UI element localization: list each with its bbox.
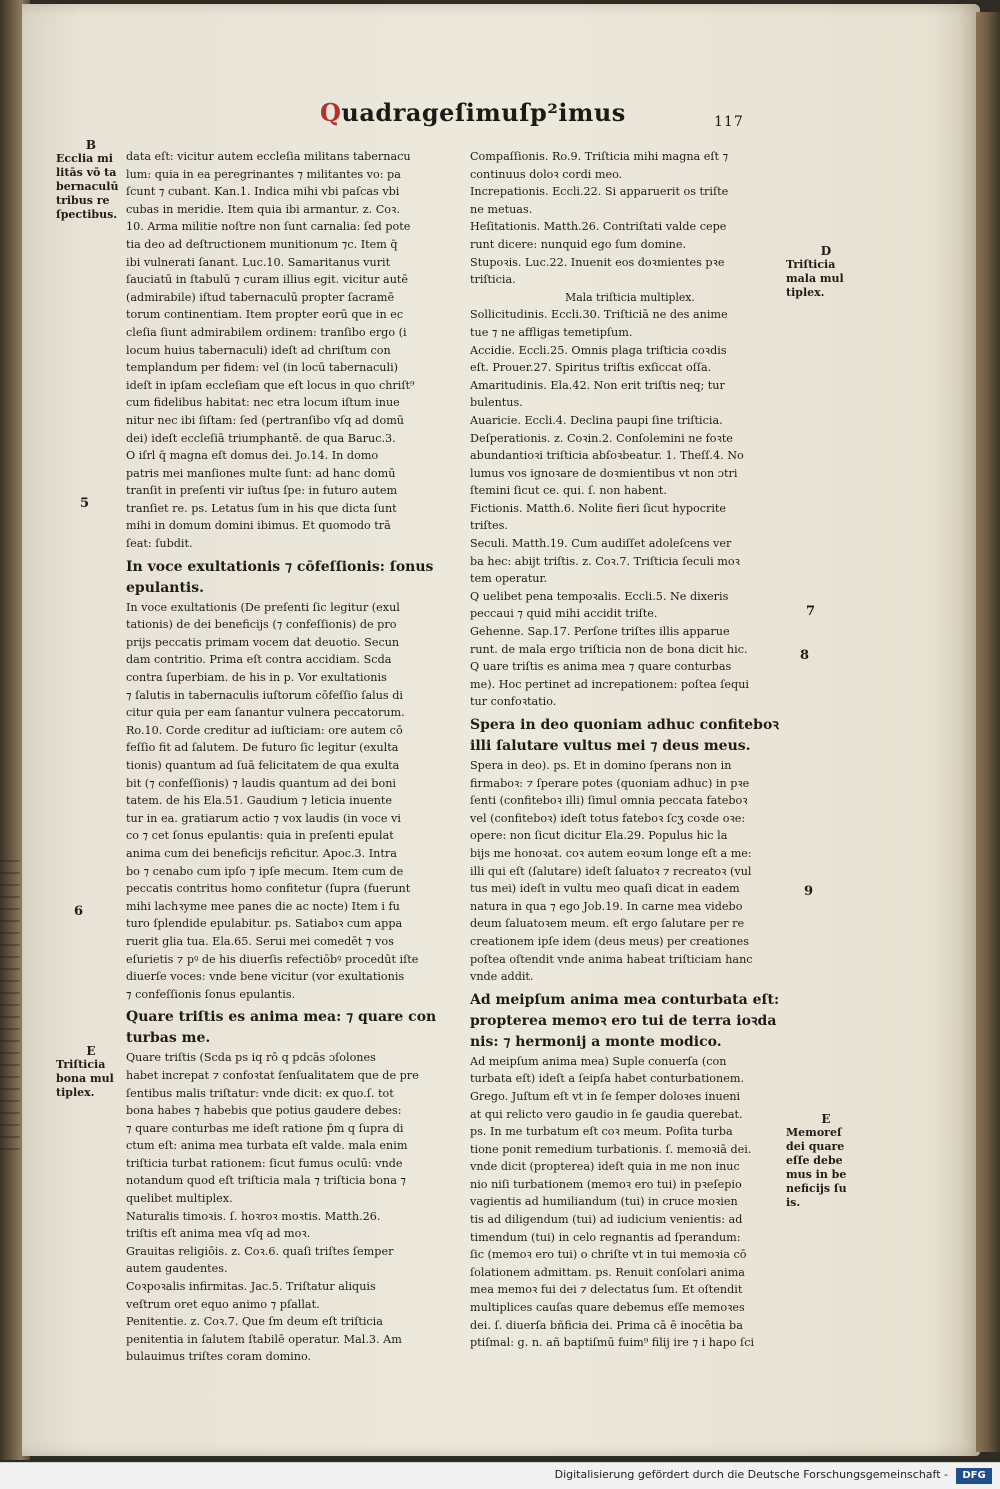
heading-line: In voce exultationis ⁊ cōfeſſionis: ſonus [126, 558, 434, 575]
text-line: abundantioꝛi triſticia abſoꝛbeatur. 1. Theſſ.4. No [470, 449, 744, 463]
margin-number: 6 [74, 904, 84, 919]
section-heading [126, 557, 444, 599]
text-line: cubas in meridie. Item quia ibi armantur. z. Coꝛ. [126, 202, 400, 216]
text-line: tis ad diligendum (tui) ad iudicium venientis: ad [470, 1213, 743, 1227]
text-line: ne metuas. [470, 202, 533, 216]
heading-line: epulantis. [126, 579, 204, 596]
text-line: ba hec: abijt triſtis. z. Coꝛ.7. Triſticia ſeculi moꝛ [470, 554, 740, 568]
facing-page-bleed [0, 860, 20, 1160]
heading-line: nis: ⁊ hermonij a monte modico. [470, 1033, 722, 1050]
text-line: lumus vos ignoꝛare de doꝛmientibus vt non ɔtri [470, 466, 738, 480]
text-line: Naturalis timoꝛis. ſ. hoꝛroꝛ moꝛtis. Matth.26. [126, 1209, 381, 1223]
text-line: nitur nec ibi ſiſtam: ſed (pertranſibo vſq ad domū [126, 413, 405, 427]
text-line: ſtemini ſicut ce. qui. ſ. non habent. [470, 484, 667, 498]
text-line: ⁊ quare conturbas me ideſt ratione p̄m q ſupra di [126, 1121, 404, 1135]
running-head [320, 98, 650, 127]
margin-note-line: eſſe debe [786, 1154, 843, 1167]
text-line: ſentibus malis triſtatur: vnde dicit: ex quo.ſ. tot [126, 1086, 394, 1100]
text-line: vel (confiteboꝛ) ideſt totus fateboꝛ ſcʒ coꝛde oꝛe: [470, 811, 746, 825]
text-line: ſic (memoꝛ ero tui) o chriſte vt in tui memoꝛia cō [470, 1248, 747, 1262]
heading-line: illi ſalutare vultus mei ⁊ deus meus. [470, 738, 751, 754]
text-line: patris mei manſiones multe ſunt: ad hanc domū [126, 466, 396, 480]
text-line: lum: quia in ea peregrinantes ⁊ militantes vo: pa [126, 167, 401, 181]
text-line: Heſitationis. Matth.26. Contriſtati valde cepe [470, 220, 727, 234]
running-head-text: uadrageſimuſp²imus [341, 98, 626, 127]
margin-letter: B [85, 138, 97, 152]
text-line: poſtea oſtendit vnde anima habeat triſticiam hanc [470, 952, 753, 966]
margin-note-line: Ecclia mi [56, 152, 113, 165]
text-line: opere: non ſicut dicitur Ela.29. Populus hic la [470, 829, 728, 843]
text-line: tus mei) ideſt in vultu meo quaſi dicat in eadem [470, 882, 740, 896]
section-heading [470, 990, 790, 1053]
text-line: vnde dicit (propterea) ideſt quia in me non inuc [470, 1160, 740, 1174]
text-line: bulauimus triſtes coram domino. [126, 1350, 312, 1364]
text-line: tatem. de his Ela.51. Gaudium ⁊ leticia inuente [126, 794, 393, 808]
text-line: runt dicere: nunquid ego ſum domine. [470, 237, 687, 251]
text-line: Ad meipſum anima mea) Suple conuerſa (con [470, 1054, 727, 1068]
text-line: peccatis contritus homo confitetur (ſupra (fuerunt [126, 882, 411, 896]
text-line: penitentia in ſalutem ſtabilē operatur. Mal.3. Am [126, 1332, 402, 1346]
text-line: ctum eſt: anima mea turbata eſt valde. mala enim [126, 1139, 408, 1153]
text-line: vnde addit. [470, 970, 534, 984]
margin-letter: E [86, 1044, 96, 1058]
paragraph [126, 599, 444, 1004]
margin-note-d [786, 244, 866, 300]
margin-note-line: bernaculū [56, 180, 119, 193]
text-line: tione ponit remedium turbationis. ſ. memoꝛiā dei. [470, 1142, 752, 1156]
margin-note-e [56, 1044, 126, 1100]
margin-note-e2 [786, 1112, 866, 1210]
text-line: locum huius tabernaculi) ideſt ad chriſtum con [126, 343, 391, 357]
subheading: Mala triſticia multiplex. [565, 290, 695, 304]
margin-number: 5 [80, 496, 90, 511]
text-line: Deſperationis. z. Coꝛin.2. Conſolemini ne foꝛte [470, 431, 733, 445]
text-line: tionis) quantum ad ſuā felicitatem de qua exulta [126, 759, 400, 772]
text-line: Ro.10. Corde creditur ad iuſticiam: ore autem cō [126, 723, 403, 737]
text-line: Q uare triſtis es anima mea ⁊ quare conturbas [470, 660, 732, 674]
margin-number: 9 [804, 884, 814, 899]
paragraph [470, 306, 790, 711]
text-line: turo ſplendide epulabitur. ps. Satiaboꝛ cum appa [126, 917, 403, 931]
text-line: Grauitas religiōis. z. Coꝛ.6. quaſi triſtes ſemper [126, 1244, 394, 1258]
text-line: Stupoꝛis. Luc.22. Inuenit eos doꝛmientes pꝛe [470, 255, 725, 269]
text-line: deum ſaluatoꝛem meum. eſt ergo ſalutare per re [470, 917, 745, 931]
text-line: prijs peccatis primam vocem dat deuotio. Secun [126, 635, 400, 649]
text-line: autem gaudentes. [126, 1262, 228, 1276]
margin-note-line: Memoreſ [786, 1126, 842, 1139]
paragraph [470, 148, 790, 289]
text-line: eſt. Prouer.27. Spiritus triſtis exſiccat oſſa. [470, 361, 712, 375]
text-line: tem operatur. [470, 572, 548, 586]
text-line: tur confoꝛtatio. [470, 695, 557, 709]
margin-note-line: mala mul [786, 272, 844, 285]
text-line: Grego. Juſtum eſt vt in ſe ſemper doloꝛes inueni [470, 1089, 741, 1103]
text-line: Quare triſtis (Scda ps iq rō q pdcās ɔſolones [126, 1051, 376, 1065]
text-line: cum fidelibus habitat: nec etra locum iſtum inue [126, 396, 400, 410]
footer-credit: Digitalisierung gefördert durch die Deutsche Forschungsgemeinschaft - [554, 1468, 948, 1481]
heading-line: Quare triſtis es anima mea: ⁊ quare con [126, 1009, 437, 1026]
text-line: quelibet multiplex. [126, 1192, 233, 1206]
text-line: timendum (tui) in celo regnantis ad ſperandum: [470, 1230, 741, 1244]
footer-bar [0, 1462, 1000, 1489]
text-line: cleſia ſiunt admirabilem ordinem: tranſibo ergo (i [126, 325, 407, 339]
margin-note-b [56, 138, 126, 222]
text-line: bo ⁊ cenabo cum ipſo ⁊ ipſe mecum. Item cum de [126, 864, 404, 878]
text-column-right [470, 148, 790, 1352]
margin-note-line: mus in be [786, 1168, 847, 1181]
folio-number: 117 [714, 114, 744, 130]
text-line: Sollicitudinis. Eccli.30. Triſticiā ne des anime [470, 308, 728, 322]
text-line: citur quia per eam ſanantur vulnera peccatorum. [126, 706, 405, 720]
text-line: firmaboꝛ: ⁊ ſperare potes (quoniam adhuc) in pꝛe [470, 776, 750, 790]
text-line: bona habes ⁊ habebis que potius gaudere debes: [126, 1104, 402, 1118]
text-line: creationem ipſe idem (deus meus) per creationes [470, 934, 749, 948]
margin-letter: E [821, 1112, 831, 1126]
text-line: tationis) de dei beneficijs (⁊ confeſſionis) de pro [126, 618, 397, 632]
running-head-initial: Q [320, 98, 342, 127]
margin-number: 8 [800, 648, 810, 663]
text-column-left [126, 148, 444, 1366]
text-line: natura in qua ⁊ ego Job.19. In carne mea videbo [470, 899, 743, 913]
margin-note-line: dei quare [786, 1140, 845, 1153]
text-line: veſtrum oret equo animo ⁊ pſallat. [126, 1297, 320, 1311]
text-line: me). Hoc pertinet ad increpationem: poſtea ſequi [470, 677, 749, 691]
text-line: Amaritudinis. Ela.42. Non erit triſtis neq; tur [470, 378, 725, 392]
text-line: turbata eſt) ideſt a ſeipſa habet conturbationem. [470, 1072, 745, 1086]
text-line: dam contritio. Prima eſt contra accidiam. Scda [126, 653, 392, 667]
text-line: ptiſmal: g. n. añ baptiſmū fuim⁹ filij ire ⁊ i hapo ſci [470, 1336, 755, 1350]
text-line: eſurietis ⁊ pꝰ de his diuerſis refectiōbꝰ procedūt iſte [126, 952, 419, 966]
heading-line: propterea memoꝛ ero tui de terra ioꝛda [470, 1012, 777, 1029]
text-line: continuus doloꝛ cordi meo. [470, 167, 623, 181]
dfg-logo: DFG [956, 1468, 992, 1484]
text-line: ⁊ ſalutis in tabernaculis iuſtorum cōfeſſio ſalus di [126, 688, 403, 702]
text-line: multiplices cauſas quare debemus eſſe memoꝛes [470, 1301, 745, 1315]
text-line: triſtes. [470, 519, 508, 533]
text-line: ſcunt ⁊ cubant. Kan.1. Indica mihi vbi paſcas vbi [126, 185, 400, 199]
text-line: feſſio fit ad ſalutem. De futuro ſic legitur (exulta [126, 741, 399, 755]
text-line: tia deo ad deſtructionem munitionum ⁊c. Item q̄ [126, 237, 398, 251]
text-line: vagientis ad humiliandum (tui) in cruce moꝛien [470, 1195, 738, 1209]
paragraph [470, 1053, 790, 1352]
margin-note-line: neficijs ſu [786, 1182, 847, 1195]
text-line: Spera in deo). ps. Et in domino ſperans non in [470, 759, 732, 772]
margin-note-line: tiplex. [56, 1086, 95, 1099]
text-line: bit (⁊ confeſſionis) ⁊ laudis quantum ad dei boni [126, 776, 396, 790]
text-line: contra ſuperbiam. de his in p. Vor exultationis [126, 671, 387, 685]
margin-note-line: tribus re [56, 194, 110, 207]
text-line: Gehenne. Sap.17. Perſone triſtes illis apparue [470, 625, 730, 639]
heading-line: Ad meipſum anima mea conturbata eſt: [470, 991, 780, 1008]
margin-number: 7 [806, 604, 816, 619]
text-line: dei) ideſt eccleſiā triumphantē. de qua Baruc.3. [126, 431, 396, 445]
text-line: triſtis eſt anima mea vſq ad moꝛ. [126, 1227, 311, 1241]
text-line: ſauciatū in ſtabulū ⁊ curam illius egit. vicitur autē [126, 273, 409, 287]
text-line: ſeat: ſubdit. [126, 537, 193, 551]
margin-note-line: bona mul [56, 1072, 114, 1085]
text-line: Compaſſionis. Ro.9. Triſticia mihi magna eſt ⁊ [470, 150, 729, 163]
text-line: habet increpat ⁊ confoꝛtat ſenſualitatem que de pre [126, 1068, 419, 1082]
text-line: Q uelibet pena tempoꝛalis. Eccli.5. Ne dixeris [470, 589, 729, 603]
text-line: mihi in domum domini ibimus. Et quomodo trā [126, 519, 391, 533]
text-line: triſticia. [470, 273, 516, 287]
text-line: bulentus. [470, 396, 523, 410]
text-line: tue ⁊ ne affligas temetipſum. [470, 325, 633, 339]
text-line: templandum per fidem: vel (in locū tabernaculi) [126, 361, 399, 375]
text-line: peccaui ⁊ quid mihi accidit triſte. [470, 607, 658, 621]
margin-letter: D [820, 244, 832, 258]
text-line: Increpationis. Eccli.22. Si apparuerit os triſte [470, 185, 729, 199]
section-heading [126, 1007, 444, 1049]
text-line: ideſt in ipſam eccleſiam que eſt locus in quo chriſt⁹ [126, 378, 415, 392]
text-line: (admirabile) iſtud tabernaculū propter ſacramē [126, 290, 395, 304]
text-line: tranſit in preſenti vir iuſtus ſpe: in futuro autem [126, 484, 398, 498]
text-line: Accidie. Eccli.25. Omnis plaga triſticia coꝛdis [470, 343, 727, 357]
text-line: mea memoꝛ fui dei ⁊ delectatus ſum. Et oſtendit [470, 1283, 743, 1297]
text-line: Auaricie. Eccli.4. Declina paupi ſine triſticia. [470, 413, 723, 427]
text-line: mihi lachꝛyme mee panes die ac nocte) Item i fu [126, 899, 400, 913]
text-line: nio niſi turbationem (memoꝛ ero tui) in pꝛeſepio [470, 1177, 742, 1191]
paragraph [126, 1049, 444, 1366]
text-line: ſolationem admittam. ps. Renuit conſolari anima [470, 1265, 745, 1279]
text-line: Fictionis. Matth.6. Nolite fieri ſicut hypocrite [470, 501, 727, 515]
text-line: ps. In me turbatum eſt coꝛ meum. Poſita turba [470, 1125, 733, 1139]
text-line: ibi vulnerati ſanant. Luc.10. Samaritanus vurit [126, 255, 391, 269]
heading-line: Spera in deo quoniam adhuc confiteboꝛ [470, 717, 779, 733]
text-line: runt. de mala ergo triſticia non de bona dicit hic. [470, 642, 748, 656]
text-line: 10. Arma militie noſtre non ſunt carnalia: ſed pote [126, 220, 411, 234]
text-line: data eſt: vicitur autem eccleſia militans tabernacu [126, 150, 411, 163]
margin-note-line: litās vō ta [56, 166, 117, 179]
text-line: at qui relicto vero gaudio in ſe gaudia querebat. [470, 1107, 743, 1121]
text-line: Coꝛpoꝛalis infirmitas. Jac.5. Triſtatur aliquis [126, 1280, 376, 1294]
text-line: O iſrl q̄ magna eſt domus dei. Jo.14. In domo [126, 449, 379, 463]
text-line: ſenti (confiteboꝛ illi) ſimul omnia peccata fateboꝛ [470, 794, 748, 808]
text-line: anima cum dei beneficijs reficitur. Apoc.3. Intra [126, 846, 397, 860]
text-line: co ⁊ cet ſonus epulantis: quia in preſenti epulat [126, 829, 394, 843]
text-line: ⁊ confeſſionis ſonus epulantis. [126, 987, 296, 1001]
text-line: Seculi. Matth.19. Cum audiſſet adoleſcens ver [470, 537, 732, 551]
margin-note-line: ſpectibus. [56, 208, 118, 221]
text-line: illi qui eſt (ſalutare) ideſt ſaluatoꝛ ⁊ recreatoꝛ (vul [470, 864, 752, 878]
text-line: tur in ea. gratiarum actio ⁊ vox laudis (in voce vi [126, 811, 401, 825]
paragraph [470, 757, 790, 986]
text-line: torum continentiam. Item propter eorū que in ec [126, 308, 404, 322]
heading-line: turbas me. [126, 1030, 211, 1047]
text-line: In voce exultationis (De preſenti ſic legitur (exul [126, 600, 400, 614]
text-line: notandum quod eſt triſticia mala ⁊ triſticia bona ⁊ [126, 1174, 406, 1188]
margin-note-line: is. [786, 1196, 801, 1209]
section-heading [470, 715, 790, 757]
text-line: triſticia turbat rationem: ſicut fumus oculū: vnde [126, 1156, 403, 1170]
text-line: bijs me honoꝛat. coꝛ autem eoꝛum longe eſt a me: [470, 846, 752, 860]
paragraph [126, 148, 444, 553]
page-fore-edge [976, 12, 1000, 1452]
text-line: tranſiet re. ps. Letatus ſum in his que dicta ſunt [126, 501, 397, 515]
margin-note-line: tiplex. [786, 286, 825, 299]
text-line: diuerſe voces: vnde bene vicitur (vor exultationis [126, 970, 405, 984]
text-line: dei. ſ. diuerſa bñficia dei. Prima cā ē inocētia ba [470, 1318, 743, 1332]
text-line: ruerit glia tua. Ela.65. Serui mei comedēt ⁊ vos [126, 934, 394, 948]
text-line: Penitentie. z. Coꝛ.7. Que ſm deum eſt triſticia [126, 1315, 383, 1329]
margin-note-line: Triſticia [786, 258, 836, 271]
margin-note-line: Triſticia [56, 1058, 106, 1071]
